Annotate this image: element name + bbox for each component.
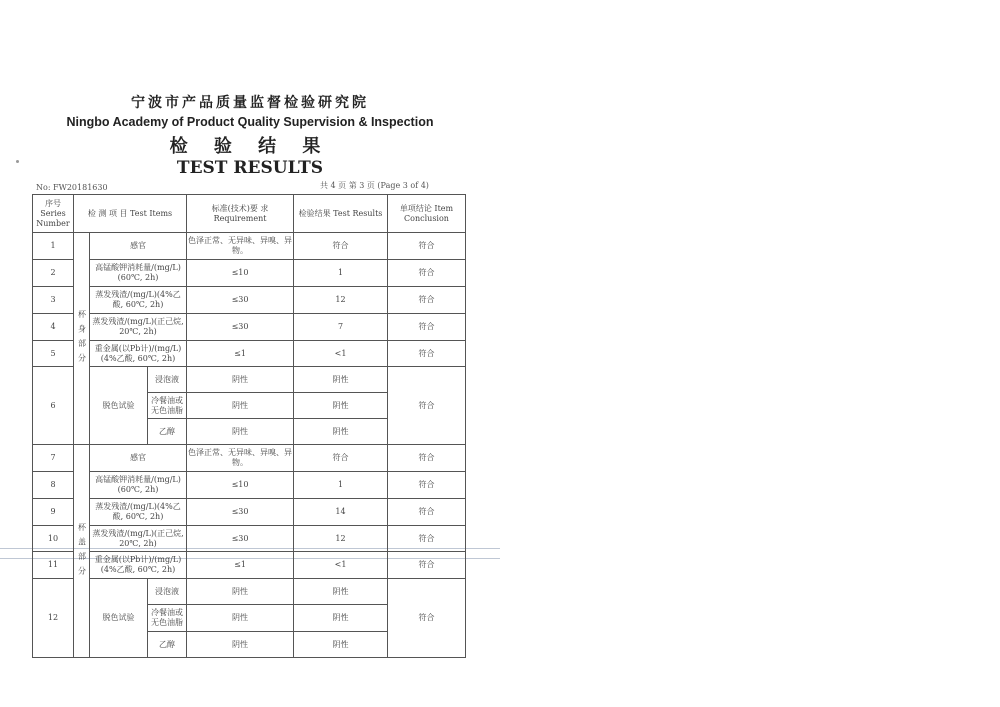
table-row	[33, 367, 466, 393]
row-result: 12	[294, 287, 388, 314]
row-requirement: ≤30	[187, 287, 294, 314]
row-number: 2	[33, 260, 74, 287]
row-requirement: ≤1	[187, 552, 294, 579]
row-result: 阴性	[294, 393, 388, 419]
row-number: 3	[33, 287, 74, 314]
sub-item: 乙醇	[148, 419, 187, 445]
table-row	[33, 579, 466, 605]
row-conclusion: 符合	[388, 314, 466, 341]
decolor-test-label: 脱色试验	[90, 367, 148, 445]
header-item: 检 测 项 目 Test Items	[74, 195, 187, 233]
row-conclusion: 符合	[388, 526, 466, 552]
row-requirement: 色泽正常、无异味、异嗅、异物。	[187, 233, 294, 260]
row-number: 10	[33, 526, 74, 552]
row-conclusion: 符合	[388, 233, 466, 260]
sub-item: 冷餐油或无色油脂	[148, 605, 187, 632]
row-item: 重金属(以Pb计)/(mg/L)(4%乙酸, 60℃, 2h)	[90, 341, 187, 367]
results-table	[32, 194, 466, 658]
page-info: 共 4 页 第 3 页 (Page 3 of 4)	[320, 181, 429, 190]
row-requirement: ≤10	[187, 472, 294, 499]
row-result: <1	[294, 341, 388, 367]
row-item: 感官	[90, 233, 187, 260]
row-requirement: 阴性	[187, 393, 294, 419]
row-item: 蒸发残渣/(mg/L)(正己烷, 20℃, 2h)	[90, 526, 187, 552]
row-result: 阴性	[294, 579, 388, 605]
row-conclusion: 符合	[388, 472, 466, 499]
row-number: 6	[33, 367, 74, 445]
row-number: 8	[33, 472, 74, 499]
row-result: 符合	[294, 445, 388, 472]
header-conclusion: 单项结论 Item Conclusion	[388, 195, 466, 233]
title-en: TEST RESULTS	[176, 158, 324, 178]
row-result: 阴性	[294, 632, 388, 658]
group-label-cup-body: 杯 身 部 分	[74, 233, 90, 445]
table-row	[33, 552, 466, 579]
table-row	[33, 472, 466, 499]
row-result: 阴性	[294, 419, 388, 445]
row-item: 蒸发残渣/(mg/L)(正己烷, 20℃, 2h)	[90, 314, 187, 341]
row-conclusion: 符合	[388, 287, 466, 314]
row-result: 阴性	[294, 605, 388, 632]
row-requirement: 阴性	[187, 367, 294, 393]
group-label-cup-lid: 杯 盖 部 分	[74, 445, 90, 658]
header-serial: 序号 Series Number	[33, 195, 74, 233]
row-result: 1	[294, 472, 388, 499]
row-conclusion: 符合	[388, 260, 466, 287]
row-number: 9	[33, 499, 74, 526]
sub-item: 浸泡液	[148, 367, 187, 393]
org-name-en: Ningbo Academy of Product Quality Supervision & Inspection	[66, 115, 434, 129]
table-row	[33, 341, 466, 367]
row-requirement: 阴性	[187, 605, 294, 632]
row-requirement: ≤1	[187, 341, 294, 367]
table-row	[33, 445, 466, 472]
header-result: 检验结果 Test Results	[294, 195, 388, 233]
row-requirement: ≤30	[187, 314, 294, 341]
row-item: 蒸发残渣/(mg/L)(4%乙酸, 60℃, 2h)	[90, 499, 187, 526]
org-name-cn: 宁波市产品质量监督检验研究院	[131, 95, 369, 111]
row-requirement: 阴性	[187, 632, 294, 658]
row-result: 14	[294, 499, 388, 526]
row-number: 5	[33, 341, 74, 367]
table-row	[33, 287, 466, 314]
report-number: No: FW20181630	[36, 183, 108, 192]
row-item: 蒸发残渣/(mg/L)(4%乙酸, 60℃, 2h)	[90, 287, 187, 314]
row-requirement: 阴性	[187, 579, 294, 605]
row-requirement: ≤30	[187, 526, 294, 552]
row-result: 12	[294, 526, 388, 552]
row-result: <1	[294, 552, 388, 579]
header-requirement: 标准(技术)要 求 Requirement	[187, 195, 294, 233]
title-cn: 检 验 结 果	[169, 136, 331, 157]
row-number: 4	[33, 314, 74, 341]
sub-item: 冷餐油或无色油脂	[148, 393, 187, 419]
row-result: 阴性	[294, 367, 388, 393]
row-conclusion: 符合	[388, 341, 466, 367]
row-number: 1	[33, 233, 74, 260]
table-row	[33, 314, 466, 341]
sub-item: 乙醇	[148, 632, 187, 658]
row-conclusion: 符合	[388, 579, 466, 658]
row-item: 感官	[90, 445, 187, 472]
row-requirement: 色泽正常、无异味、异嗅、异物。	[187, 445, 294, 472]
row-result: 7	[294, 314, 388, 341]
row-conclusion: 符合	[388, 499, 466, 526]
table-row	[33, 260, 466, 287]
table-row	[33, 233, 466, 260]
table-header-row	[33, 195, 466, 233]
decolor-test-label: 脱色试验	[90, 579, 148, 658]
row-conclusion: 符合	[388, 445, 466, 472]
row-requirement: ≤10	[187, 260, 294, 287]
row-item: 重金属(以Pb计)/(mg/L)(4%乙酸, 60℃, 2h)	[90, 552, 187, 579]
row-requirement: ≤30	[187, 499, 294, 526]
row-result: 1	[294, 260, 388, 287]
row-conclusion: 符合	[388, 367, 466, 445]
row-item: 高锰酸钾消耗量/(mg/L)(60℃, 2h)	[90, 260, 187, 287]
table-row	[33, 526, 466, 552]
row-number: 11	[33, 552, 74, 579]
row-item: 高锰酸钾消耗量/(mg/L)(60℃, 2h)	[90, 472, 187, 499]
sub-item: 浸泡液	[148, 579, 187, 605]
row-number: 7	[33, 445, 74, 472]
row-conclusion: 符合	[388, 552, 466, 579]
table-row	[33, 499, 466, 526]
row-result: 符合	[294, 233, 388, 260]
row-requirement: 阴性	[187, 419, 294, 445]
row-number: 12	[33, 579, 74, 658]
